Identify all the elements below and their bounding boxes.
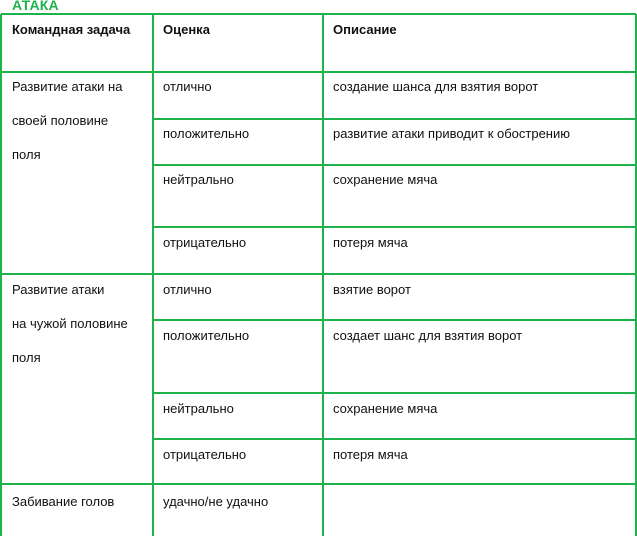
group-1-row-2-rating: положительно [163, 126, 250, 141]
group-1-row-1-description: создание шанса для взятия ворот [333, 79, 539, 94]
group-3-task-line-1: Забивание голов [12, 494, 115, 509]
group-1-row-4-rating: отрицательно [163, 235, 247, 250]
header-task: Командная задача [12, 22, 131, 37]
group-1-task-line-2: своей половине [12, 113, 109, 128]
group-1-row-3-description: сохранение мяча [333, 172, 438, 187]
group-1-row-3-rating: нейтрально [163, 172, 234, 187]
group-2-row-2-description: создает шанс для взятия ворот [333, 328, 523, 343]
group-2-row-1-rating: отлично [163, 282, 212, 297]
group-2-task-line-2: на чужой половине [12, 316, 128, 331]
group-2-task-line-3: поля [12, 350, 41, 365]
group-3-row-1-rating: удачно/не удачно [163, 494, 269, 509]
group-2-row-1-description: взятие ворот [333, 282, 411, 297]
header-rating: Оценка [163, 22, 210, 37]
group-2-row-4-description: потеря мяча [333, 447, 408, 462]
assessment-table [0, 13, 637, 536]
group-1-row-2-description: развитие атаки приводит к обострению [333, 126, 571, 141]
group-2-task-line-1: Развитие атаки [12, 282, 105, 297]
group-1-task-line-3: поля [12, 147, 41, 162]
group-2-row-4-rating: отрицательно [163, 447, 247, 462]
group-1-row-1-rating: отлично [163, 79, 212, 94]
group-2-row-2-rating: положительно [163, 328, 250, 343]
group-2-row-3-description: сохранение мяча [333, 401, 438, 416]
header-description: Описание [333, 22, 397, 37]
page-title: АТАКА [12, 0, 59, 13]
group-2-row-3-rating: нейтрально [163, 401, 234, 416]
group-1-task-line-1: Развитие атаки на [12, 79, 123, 94]
group-1-row-4-description: потеря мяча [333, 235, 408, 250]
